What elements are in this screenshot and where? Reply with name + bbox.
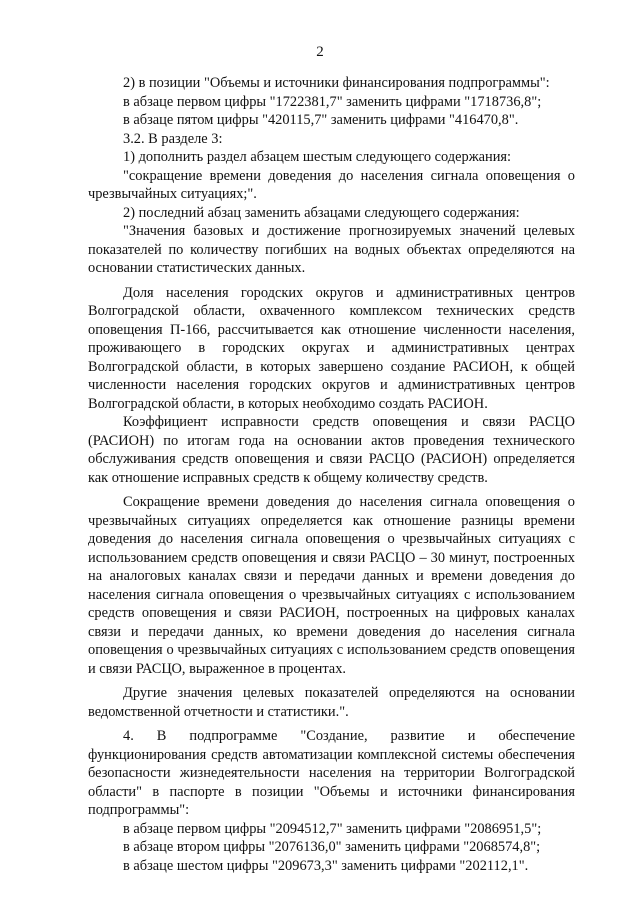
- paragraph-sixth-abzac-text: "сокращение времени доведения до населения сигнала оповещения о чрезвычайных ситуациях;".: [88, 167, 575, 202]
- paragraph-replace-last-abzac: 2) последний абзац заменить абзацами следующего содержания:: [123, 204, 520, 221]
- paragraph-financing-position: 2) в позиции "Объемы и источники финансирования подпрограммы":: [123, 75, 550, 91]
- page-number: 2: [316, 44, 324, 60]
- paragraph-subprogram-4: 4. В подпрограмме "Создание, развитие и обеспечение функционирования средств автоматизации комплексной системы обеспечения безопасности жизнедеятельности населения на территории Волгоградской области" в паспорте в позиции "Объемы и источники финансирования подпрограммы":: [88, 728, 575, 818]
- paragraph-section-3-2: 3.2. В разделе 3:: [123, 130, 223, 147]
- paragraph-fifth-abzac-change: в абзаце пятом цифры "420115,7" заменить цифрами "416470,8".: [123, 112, 519, 128]
- paragraph-notification-time: Сокращение времени доведения до населения сигнала оповещения о чрезвычайных ситуациях определяется как отношение разницы времени доведения до населения сигнала оповещения о чрезвычайных ситуациях с использованием средств оповещения и связи РАСЦО – 30 минут, построенных на аналоговых каналах связи и передачи данных и времени доведения до населения сигнала оповещения о чрезвычайных ситуациях с использованием средств оповещения и связи РАСИОН, построенных на цифровых каналах связи и передачи данных, ко времени доведения до населения сигнала оповещения о чрезвычайных ситуациях с использованием средств оповещения и связи РАСЦО, выраженное в процентах.: [88, 494, 575, 677]
- paragraph-first-abzac-figures: в абзаце первом цифры "2094512,7" заменить цифрами "2086951,5";: [123, 820, 542, 837]
- paragraph-sixth-abzac-figures: в абзаце шестом цифры "209673,3" заменить цифрами "202112,1".: [123, 857, 529, 874]
- paragraph-other-indicators: Другие значения целевых показателей определяются на основании ведомственной отчетности и статистики.".: [88, 685, 575, 720]
- paragraph-second-abzac-figures: в абзаце втором цифры "2076136,0" заменить цифрами "2068574,8";: [123, 839, 541, 855]
- paragraph-first-abzac-change: в абзаце первом цифры "1722381,7" заменить цифрами "1718736,8";: [123, 93, 542, 110]
- paragraph-drowning-indicators: "Значения базовых и достижение прогнозируемых значений целевых показателей по количеству погибших на водных объектах определяются на основании статистических данных.: [88, 223, 575, 276]
- paragraph-add-sixth-abzac: 1) дополнить раздел абзацем шестым следующего содержания:: [123, 149, 512, 165]
- document-body: [88, 74, 575, 875]
- paragraph-population-share: Доля населения городских округов и административных центров Волгоградской области, охваченного комплексом технических средств оповещения П-166, рассчитывается как отношение численности населения, проживающего в городских округах и административных центрах Волгоградской области, в которых завершено создание РАСИОН, к общей численности населения городских округов и административных центров Волгоградской области, в которых необходимо создать РАСИОН.: [88, 284, 575, 412]
- paragraph-serviceability-coefficient: Коэффициент исправности средств оповещения и связи РАСЦО (РАСИОН) по итогам года на основании актов проведения технического обслуживания средств оповещения и связи РАСЦО (РАСИОН) определяется как отношение исправных средств к общему количеству средств.: [88, 414, 575, 486]
